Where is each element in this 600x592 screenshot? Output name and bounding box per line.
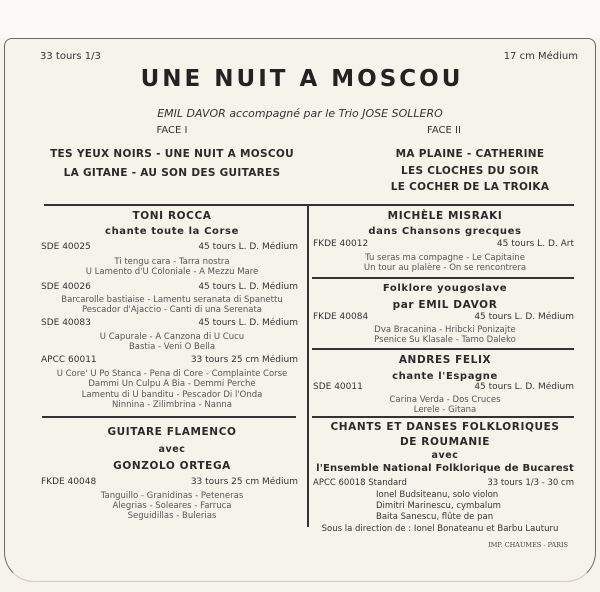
avec-label: avec (431, 450, 459, 461)
artist-name: GONZOLO ORTEGA (113, 460, 231, 472)
face2-label: FACE II (427, 125, 461, 136)
size-label: 17 cm Médium (503, 51, 578, 62)
track-list: U Lamento d'U Coloniale - A Mezzu Mare (85, 267, 259, 277)
artist-subtitle: chante l'Espagne (392, 371, 498, 382)
track-list: Un tour au plalère - On se rencontrera (363, 263, 527, 273)
track-list: Tanguillo - Granidinas - Peteneras (100, 491, 244, 501)
catalog-ref: APCC 60011 (41, 355, 97, 365)
section-title: CHANTS ET DANSES FOLKLORIQUES (330, 421, 560, 433)
record-format: 45 tours L. D. Médium (474, 382, 574, 392)
column-divider (307, 205, 309, 527)
divider (44, 204, 574, 206)
track-list: Ti tengu cara - Tarra nostra (114, 257, 230, 267)
divider (312, 416, 574, 418)
record-format: 45 tours L. D. Médium (198, 282, 298, 292)
catalog-ref: SDE 40011 (313, 382, 363, 392)
face2-song: LE COCHER DE LA TROIKA (390, 181, 550, 193)
face2-song: MA PLAINE - CATHERINE (395, 148, 545, 160)
face1-song: TES YEUX NOIRS - UNE NUIT A MOSCOU (50, 148, 294, 160)
credit: Ionel Budsiteanu, solo violon (376, 490, 499, 500)
record-format: 33 tours 1/3 - 30 cm (487, 478, 574, 488)
section-title: Folklore yougoslave (382, 283, 508, 294)
track-list: Alegrias - Soleares - Farruca (112, 501, 232, 511)
direction: Sous la direction de : Ionel Bonateanu et Barbu Lauturu (321, 524, 559, 534)
avec-label: avec (158, 444, 186, 455)
section-title: GUITARE FLAMENCO (107, 426, 237, 438)
track-list: Bastia - Veni O Bella (128, 342, 216, 352)
record-format: 45 tours L. D. Art (496, 239, 574, 249)
catalog-ref: FKDE 40084 (313, 312, 369, 322)
artist-subtitle: chante toute la Corse (105, 226, 239, 237)
artist-name: TONI ROCCA (132, 210, 212, 222)
divider (312, 277, 574, 279)
track-list: Dammi Un Culpu A Bia - Demmi Perche (88, 379, 256, 389)
divider (42, 416, 296, 418)
catalog-ref: SDE 40026 (41, 282, 91, 292)
track-list: Seguidillas - Bulerias (127, 511, 217, 521)
record-format: 33 tours 25 cm Médium (190, 477, 298, 487)
record-format: 33 tours 25 cm Médium (190, 355, 298, 365)
artist-name: MICHÈLE MISRAKI (387, 210, 503, 222)
record-format: 45 tours L. D. Médium (198, 318, 298, 328)
catalog-ref: FKDE 40048 (41, 477, 97, 487)
section-title: DE ROUMANIE (399, 436, 491, 448)
format-label: 33 tours 1/3 (40, 51, 101, 62)
divider (312, 348, 574, 350)
credit: Dimitri Marinescu, cymbalum (376, 501, 501, 511)
artist-name: ANDRES FELIX (398, 354, 492, 366)
catalog-ref: SDE 40025 (41, 242, 91, 252)
track-list: Lamentu di U banditu - Pescador Di l'Onda (81, 390, 263, 400)
face2-song: LES CLOCHES DU SOIR (401, 165, 539, 177)
track-list: Pescador d'Ajaccio - Canti di una Serenata (81, 305, 263, 315)
catalog-ref: SDE 40083 (41, 318, 91, 328)
catalog-ref: APCC 60018 Standard (313, 478, 407, 488)
track-list: U Capurale - A Canzona di U Cucu (99, 332, 245, 342)
credit: Baita Sanescu, flûte de pan (376, 512, 494, 522)
track-list: U Core' U Po Stanca - Pena di Core - Complainte Corse (56, 369, 288, 379)
ensemble-name: l'Ensemble National Folklorique de Bucarest (316, 463, 574, 474)
sleeve-top-edge (0, 0, 600, 38)
track-list: Carina Verda - Dos Cruces (389, 395, 501, 405)
track-list: Tu seras ma compagne - Le Capitaine (365, 253, 525, 263)
track-list: Ninnina - Zilimbrina - Nanna (112, 400, 232, 410)
album-title: UNE NUIT A MOSCOU (140, 66, 464, 92)
face1-song: LA GITANE - AU SON DES GUITARES (63, 167, 281, 179)
track-list: Barcarolle bastiaise - Lamentu seranata di Spanettu (61, 295, 283, 305)
album-subtitle: EMIL DAVOR accompagné par le Trio JOSE SOLLERO (157, 107, 443, 120)
record-format: 45 tours L. D. Médium (198, 242, 298, 252)
track-list: Lerele - Gitana (413, 405, 477, 415)
track-list: Dva Bracanina - Hribcki Ponizajte (374, 325, 516, 335)
artist-name: par EMIL DAVOR (392, 299, 498, 311)
face1-label: FACE I (156, 125, 188, 136)
catalog-ref: FKDE 40012 (313, 239, 369, 249)
record-format: 45 tours L. D. Médium (474, 312, 574, 322)
artist-subtitle: dans Chansons grecques (368, 226, 522, 237)
track-list: Psenice Su Klasale - Tamo Daleko (374, 335, 516, 345)
printer-credit: IMP. CHAUMES - PARIS (488, 541, 568, 549)
